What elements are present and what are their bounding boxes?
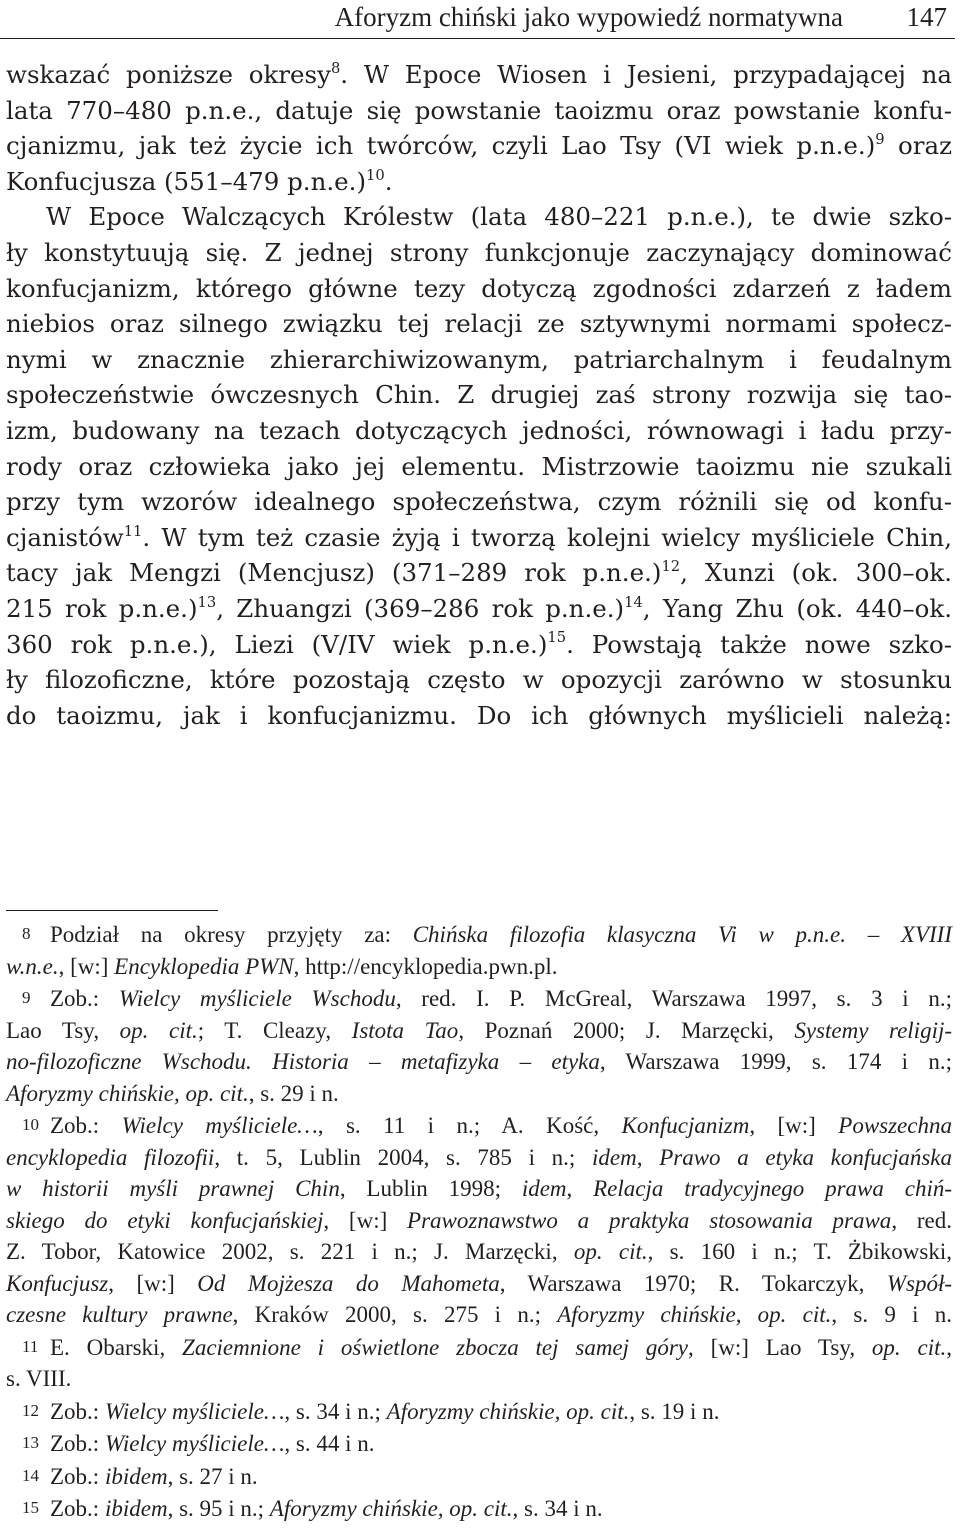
text-line: W Epoce Walczących Królestw (lata 480–221 p.n.e.), te dwie szko-: [46, 202, 952, 232]
text-line: cjanistów$^{11}$. W tym też czasie żyją i tworzą kolejni wielcy myśliciele Chin,: [6, 522, 952, 552]
footnotes: [6, 918, 952, 1525]
footnote-ref[interactable]: 15: [547, 629, 567, 647]
footnote-ref[interactable]: 12: [661, 558, 681, 576]
footnote-12: 12 Zob.: Wielcy myśliciele…, s. 34 i n.; Aforyzmy chińskie, op. cit., s. 19 i n.: [6, 1395, 952, 1428]
text-line: przy tym wzorów idealnego społeczeństwa, czym różnili się od konfu-: [6, 487, 952, 517]
footnote-number: 8: [22, 924, 31, 943]
footnote-10-cont: Konfucjusz, [w:] Od Mojżesza do Mahometa, Warszawa 1970; R. Tokarczyk, Współ-: [6, 1270, 952, 1296]
footnote-10-cont: encyklopedia filozofii, t. 5, Lublin 2004, s. 785 i n.; idem, Prawo a etyka konfucjańska: [6, 1144, 953, 1170]
footnote-11-cont: s. VIII.: [6, 1366, 72, 1391]
text-line: 360 rok p.n.e.), Liezi (V/IV wiek p.n.e.)$^{15}$. Powstają także nowe szko-: [6, 629, 952, 659]
text-line: wskazać poniższe okresy$^8$. W Epoce Wiosen i Jesieni, przypadającej na: [6, 59, 952, 89]
main-text: [6, 57, 952, 733]
footnote-10: 10 Zob.: Wielcy myśliciele…, s. 11 i n.; A. Kość, Konfucjanizm, [w:] Powszechna: [6, 1109, 952, 1142]
footnote-9-cont: Aforyzmy chińskie, op. cit., s. 29 i n.: [6, 1080, 339, 1106]
footnote-number: 13: [22, 1433, 39, 1452]
footnote-10-cont: Z. Tobor, Katowice 2002, s. 221 i n.; J. Marzęcki, op. cit., s. 160 i n.; T. Żbikowski,: [6, 1239, 952, 1264]
footnote-9-cont: Lao Tsy, op. cit.; T. Cleazy, Istota Tao, Poznań 2000; J. Marzęcki, Systemy religij-: [6, 1017, 953, 1043]
footnote-11: 11 E. Obarski, Zaciemnione i oświetlone zbocza tej samej góry, [w:] Lao Tsy, op. cit.,: [6, 1331, 952, 1364]
footnote-9: 9 Zob.: Wielcy myśliciele Wschodu, red. I. P. McGreal, Warszawa 1997, s. 3 i n.;: [6, 982, 952, 1015]
footnote-10-cont: skiego do etyki konfucjańskiej, [w:] Prawoznawstwo a praktyka stosowania prawa, red.: [6, 1207, 952, 1233]
footnote-10-cont: w historii myśli prawnej Chin, Lublin 1998; idem, Relacja tradycyjnego prawa chiń-: [6, 1176, 952, 1201]
text-line: lata 770–480 p.n.e., datuje się powstanie taoizmu oraz powstanie konfu-: [6, 95, 952, 125]
running-title: Aforyzm chiński jako wypowiedź normatywna: [334, 2, 843, 32]
footnote-8: 8 Podział na okresy przyjęty za: Chińska filozofia klasyczna Vi w p.n.e. – XVIII: [6, 918, 952, 951]
text-line: nymi w znacznie zhierarchiwizowanym, patriarchalnym i feudalnym: [6, 344, 952, 374]
text-line: społeczeństwie ówczesnych Chin. Z drugiej zaś strony rozwija się tao-: [6, 380, 952, 410]
footnote-9-cont: no-filozoficzne Wschodu. Historia – metafizyka – etyka, Warszawa 1999, s. 174 i n.;: [6, 1049, 952, 1074]
footnote-ref[interactable]: 9: [875, 131, 885, 149]
text-line: rody oraz człowieka jako jej elementu. Mistrzowie taoizmu nie szukali: [6, 451, 952, 481]
text-line: konfucjanizm, którego główne tezy dotyczą zgodności zdarzeń z ładem: [6, 273, 952, 303]
text-line: cjanizmu, jak też życie ich twórców, czyli Lao Tsy (VI wiek p.n.e.)$^9$ oraz: [6, 131, 952, 161]
page-number: 147: [906, 2, 947, 32]
text-line: tacy jak Mengzi (Mencjusz) (371–289 rok p.n.e.)$^{12}$, Xunzi (ok. 300–ok.: [6, 558, 953, 588]
text-line: niebios oraz silnego związku tej relacji ze sztywnymi normami społecz-: [6, 309, 952, 339]
footnote-number: 12: [22, 1400, 39, 1420]
text-line: izm, budowany na tezach dotyczących jedności, równowagi i ładu przy-: [6, 415, 952, 445]
text-line: 215 rok p.n.e.)$^{13}$, Zhuangzi (369–286 rok p.n.e.)$^{14}$, Yang Zhu (ok. 440–ok.: [6, 593, 952, 623]
footnote-number: 11: [22, 1336, 39, 1356]
footnote-number: 10: [22, 1115, 39, 1134]
text-line: Konfucjusza (551–479 p.n.e.)$^{10}$.: [6, 166, 393, 196]
footnote-ref[interactable]: 11: [123, 522, 143, 540]
footnote-ref[interactable]: 14: [624, 593, 643, 611]
footnote-number: 9: [22, 988, 31, 1007]
footnote-8-cont: w.n.e., [w:] Encyklopedia PWN, http://encyklopedia.pwn.pl.: [6, 953, 558, 979]
footnote-ref[interactable]: 8: [330, 59, 341, 77]
footnote-ref[interactable]: 13: [197, 593, 217, 611]
text-line: ły filozoficzne, które pozostają często w opozycji zarówno w stosunku: [6, 665, 952, 695]
running-header: [0, 0, 955, 39]
footnote-15: 15 Zob.: ibidem, s. 95 i n.; Aforyzmy chińskie, op. cit., s. 34 i n.: [6, 1492, 952, 1525]
footnote-ref[interactable]: 10: [366, 166, 385, 184]
text-line: do taoizmu, jak i konfucjanizmu. Do ich głównych myślicieli należą:: [6, 700, 952, 730]
footnote-rule: [6, 910, 218, 911]
text-line: ły konstytuują się. Z jednej strony funkcjonuje zaczynający dominować: [6, 237, 952, 267]
footnote-13: 13 Zob.: Wielcy myśliciele…, s. 44 i n.: [6, 1427, 952, 1460]
footnote-10-cont: czesne kultury prawne, Kraków 2000, s. 275 i n.; Aforyzmy chińskie, op. cit., s. 9 i n.: [6, 1302, 952, 1327]
footnote-number: 14: [22, 1465, 39, 1485]
footnote-14: 14 Zob.: ibidem, s. 27 i n.: [6, 1460, 952, 1493]
footnote-number: 15: [22, 1498, 39, 1517]
